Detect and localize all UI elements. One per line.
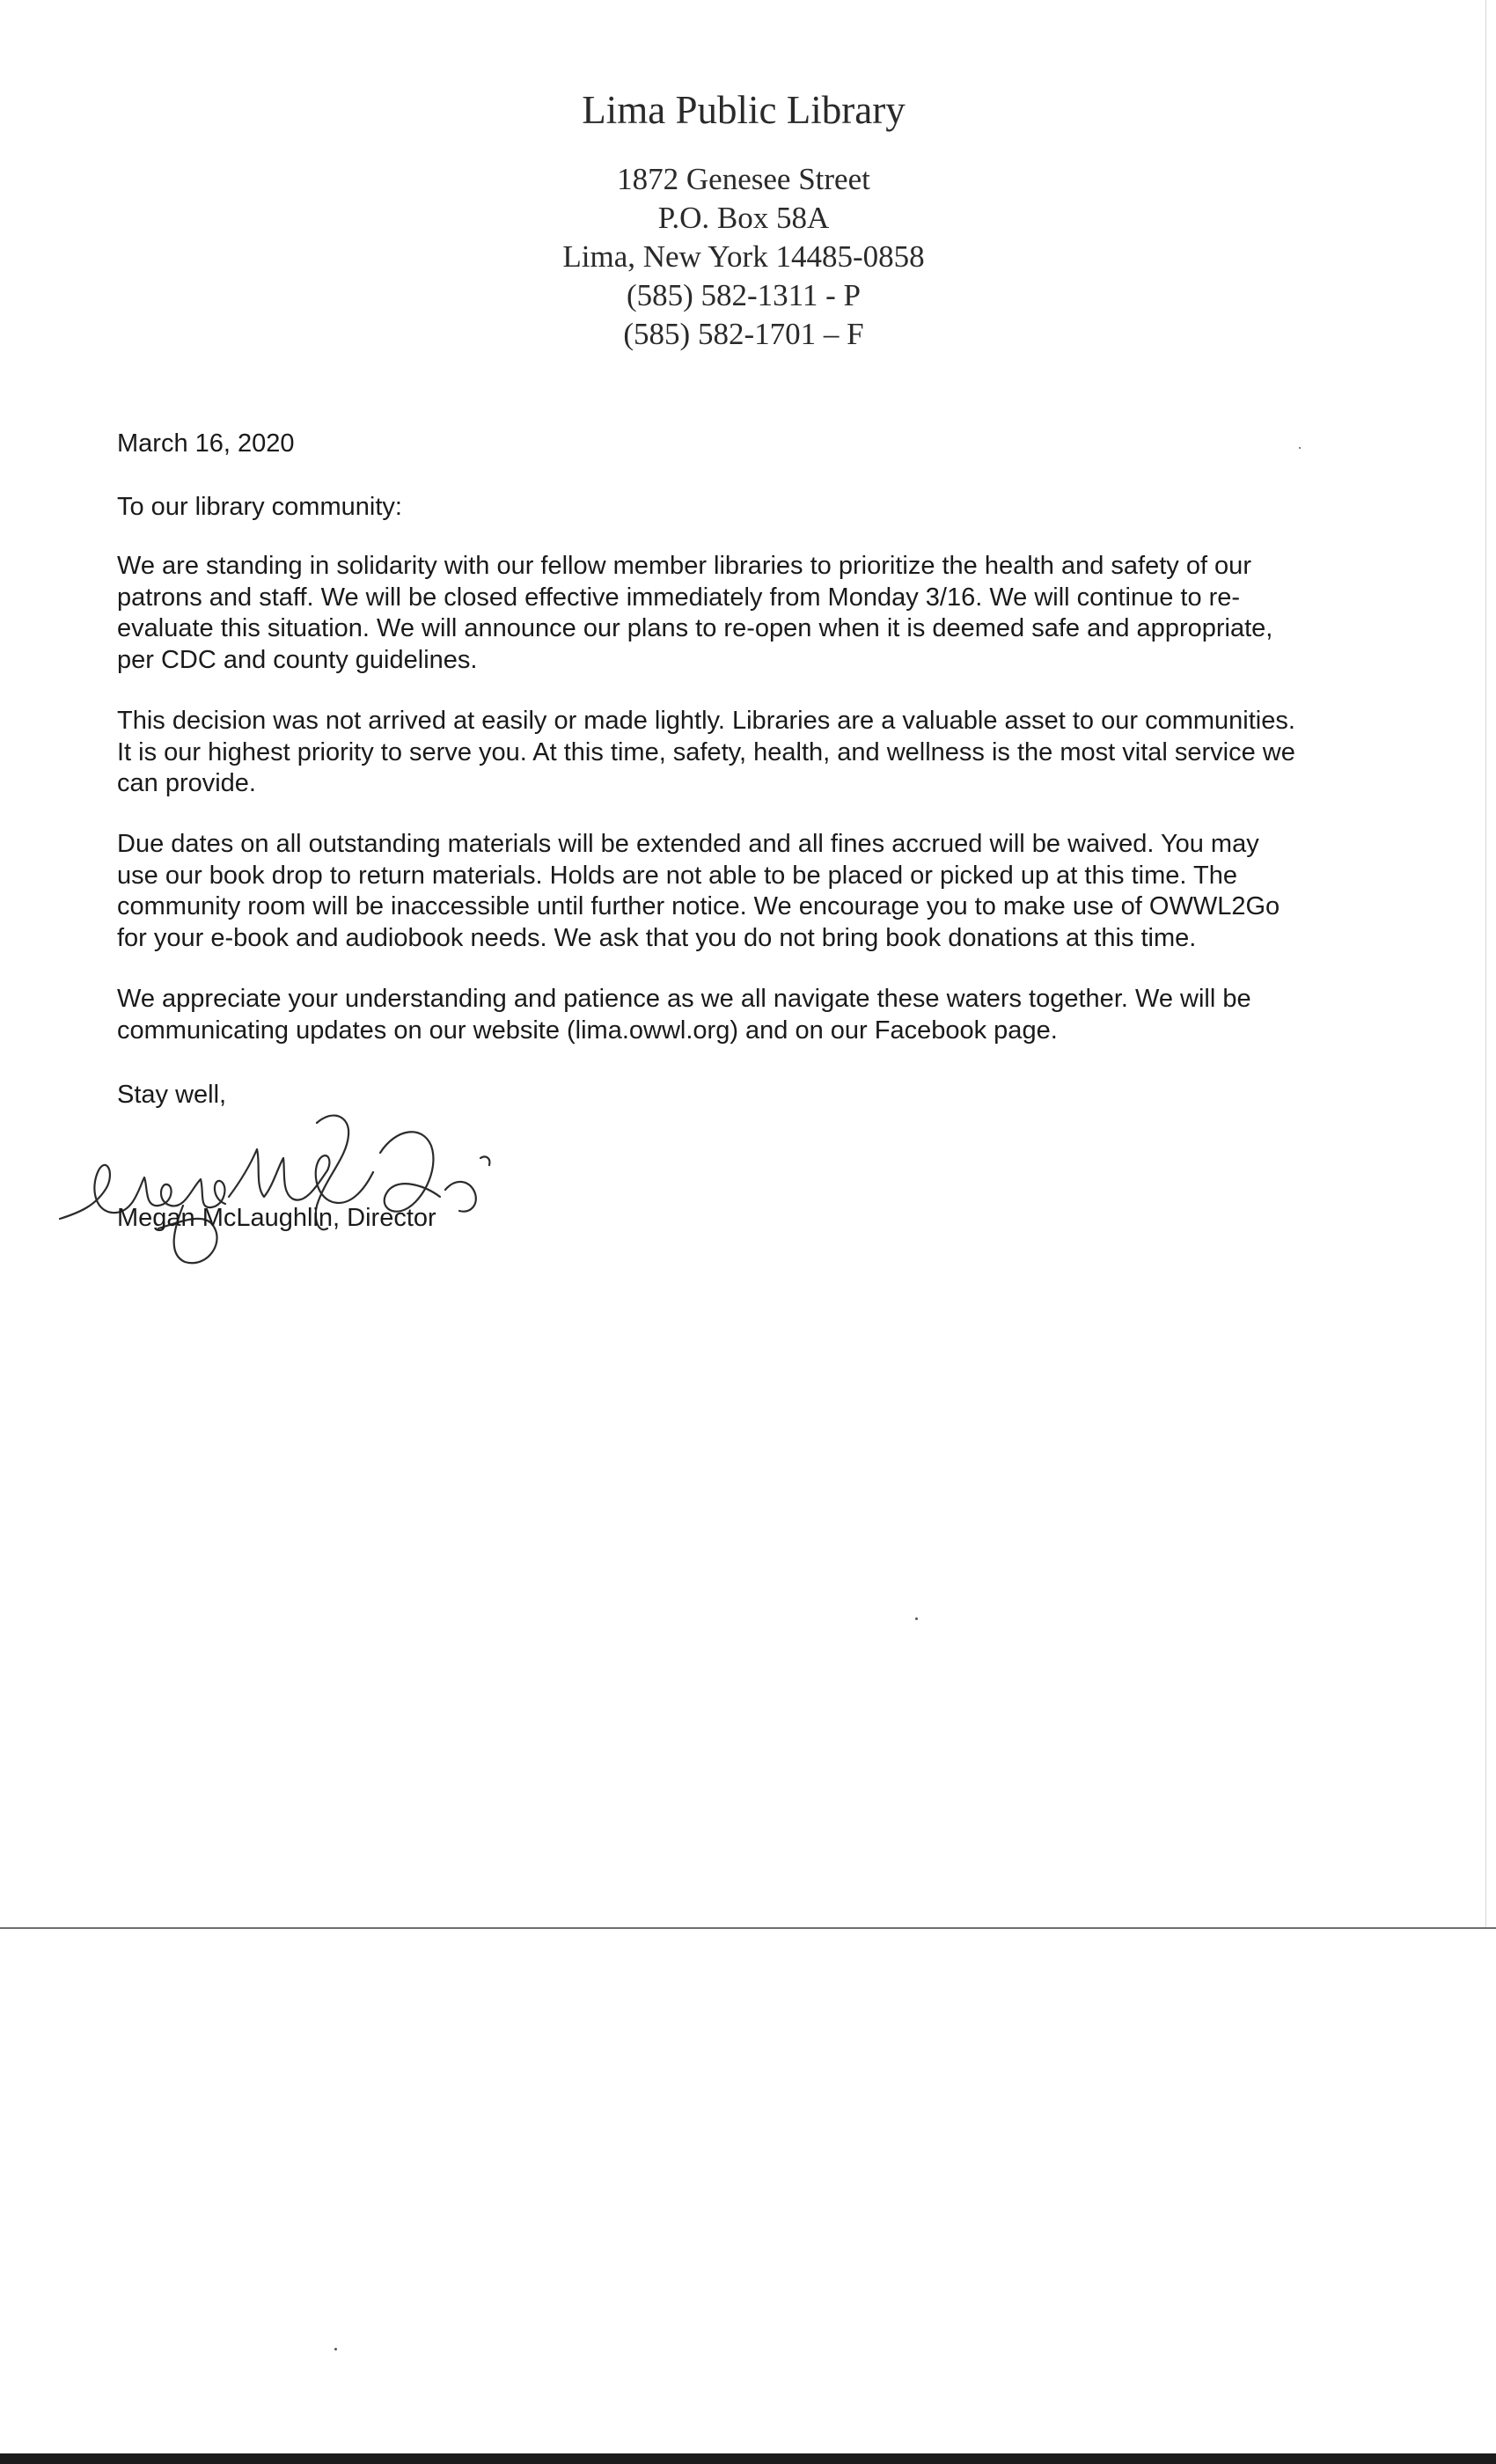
po-box: P.O. Box 58A: [657, 201, 830, 235]
paragraph-line: This decision was not arrived at easily or made lightly. Libraries are a valuable asset to our communities.: [117, 707, 1295, 735]
scan-speck: [1299, 447, 1301, 449]
paragraph-line: We appreciate your understanding and patience as we all navigate these waters together. We will be: [117, 985, 1251, 1013]
sheet-right-edge: [1485, 0, 1486, 1927]
salutation: To our library community:: [117, 493, 402, 521]
street-address: 1872 Genesee Street: [617, 162, 870, 196]
paragraph-line: for your e-book and audiobook needs. We ask that you do not bring book donations at this time.: [117, 923, 1197, 952]
scan-speck: [915, 1617, 918, 1620]
library-name: Lima Public Library: [582, 88, 906, 132]
paragraph-line: evaluate this situation. We will announce our plans to re-open when it is deemed safe and appropriate,: [117, 614, 1273, 642]
paragraph-line: We are standing in solidarity with our fellow member libraries to prioritize the health and safety of our: [117, 552, 1251, 580]
closing: Stay well,: [117, 1081, 227, 1109]
city-state-zip: Lima, New York 14485-0858: [562, 239, 925, 274]
paragraph-line: communicating updates on our website (lima.owwl.org) and on our Facebook page.: [117, 1016, 1058, 1045]
paragraph-decision: [117, 706, 1375, 800]
paragraph-line: Due dates on all outstanding materials will be extended and all fines accrued will be waived. You may: [117, 830, 1259, 858]
paragraph-line: patrons and staff. We will be closed effective immediately from Monday 3/16. We will continue to re-: [117, 583, 1241, 612]
fax-number: (585) 582-1701 – F: [623, 317, 864, 351]
paragraph-line: It is our highest priority to serve you. At this time, safety, health, and wellness is the most vital service we: [117, 737, 1295, 766]
paragraph-closure-notice: [117, 551, 1375, 676]
paragraph-appreciation: [117, 984, 1375, 1046]
paragraph-materials: [117, 829, 1375, 954]
handwritten-signature: [53, 1074, 493, 1276]
paragraph-line: per CDC and county guidelines.: [117, 645, 478, 674]
paragraph-line: can provide.: [117, 769, 256, 797]
letterhead-address: [0, 160, 1487, 354]
paragraph-line: use our book drop to return materials. Holds are not able to be placed or picked up at this time. The: [117, 861, 1237, 890]
letter-date: March 16, 2020: [117, 429, 295, 458]
sheet-bottom-edge: [0, 1927, 1496, 1929]
scanner-bottom-strip: [0, 2453, 1496, 2464]
scan-speck: [334, 2348, 337, 2350]
letterhead: [0, 79, 1487, 354]
signer-name: Megan McLaughlin, Director: [117, 1204, 436, 1232]
phone-number: (585) 582-1311 - P: [626, 278, 862, 312]
paragraph-line: community room will be inaccessible until further notice. We encourage you to make use of OWWL2Go: [117, 892, 1280, 920]
